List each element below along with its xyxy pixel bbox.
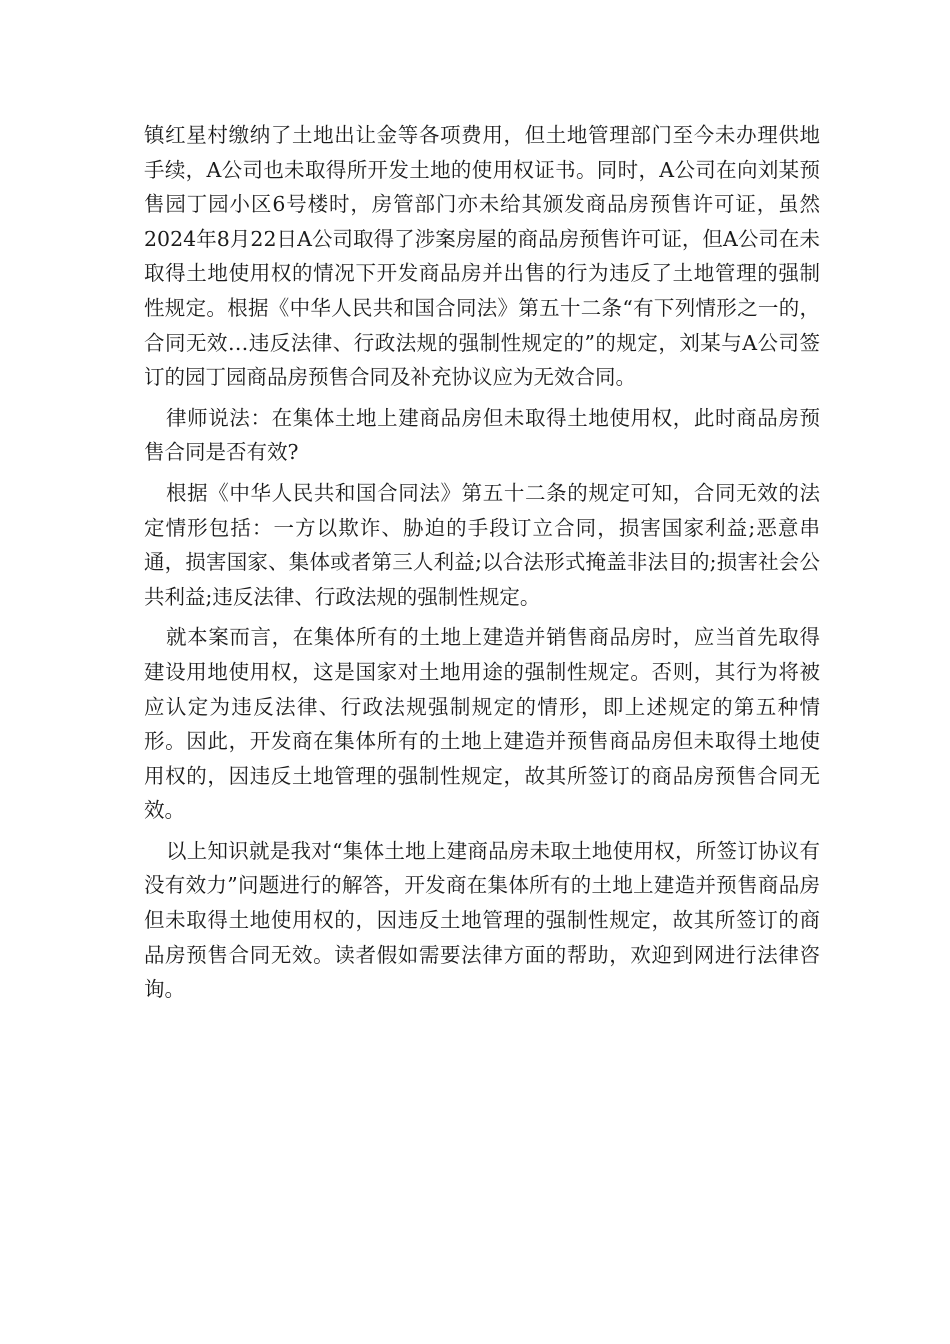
document-body (144, 118, 820, 1013)
paragraph-case-analysis: 就本案而言，在集体所有的土地上建造并销售商品房时，应当首先取得建设用地使用权，这是国家对土地用途的强制性规定。否则，其行为将被应认定为违反法律、行政法规强制规定的情形，即上述规定的第五种情形。因此，开发商在集体所有的土地上建造并预售商品房但未取得土地使用权的，因违反土地管理的强制性规定，故其所签订的商品房预售合同无效。 (144, 625, 820, 823)
paragraph-conclusion: 以上知识就是我对“集体土地上建商品房未取土地使用权，所签订协议有没有效力”问题进行的解答，开发商在集体所有的土地上建造并预售商品房但未取得土地使用权的，因违反土地管理的强制性规定，故其所签订的商品房预售合同无效。读者假如需要法律方面的帮助，欢迎到网进行法律咨询。 (144, 838, 820, 1002)
paragraph-case-facts: 镇红星村缴纳了土地出让金等各项费用，但土地管理部门至今未办理供地手续，A公司也未取得所开发土地的使用权证书。同时，A公司在向刘某预售园丁园小区6号楼时，房管部门亦未给其颁发商品房预售许可证，虽然2024年8月22日A公司取得了涉案房屋的商品房预售许可证，但A公司在未取得土地使用权的情况下开发商品房并出售的行为违反了土地管理的强制性规定。根据《中华人民共和国合同法》第五十二条“有下列情形之一的，合同无效…违反法律、行政法规的强制性规定的”的规定，刘某与A公司签订的园丁园商品房预售合同及补充协议应为无效合同。 (144, 123, 820, 390)
paragraph-legal-basis: 根据《中华人民共和国合同法》第五十二条的规定可知，合同无效的法定情形包括：一方以欺诈、胁迫的手段订立合同，损害国家利益;恶意串通，损害国家、集体或者第三人利益;以合法形式掩盖非法目的;损害社会公共利益;违反法律、行政法规的强制性规定。 (144, 480, 820, 609)
paragraph-lawyer-question: 律师说法：在集体土地上建商品房但未取得土地使用权，此时商品房预售合同是否有效? (144, 405, 820, 465)
